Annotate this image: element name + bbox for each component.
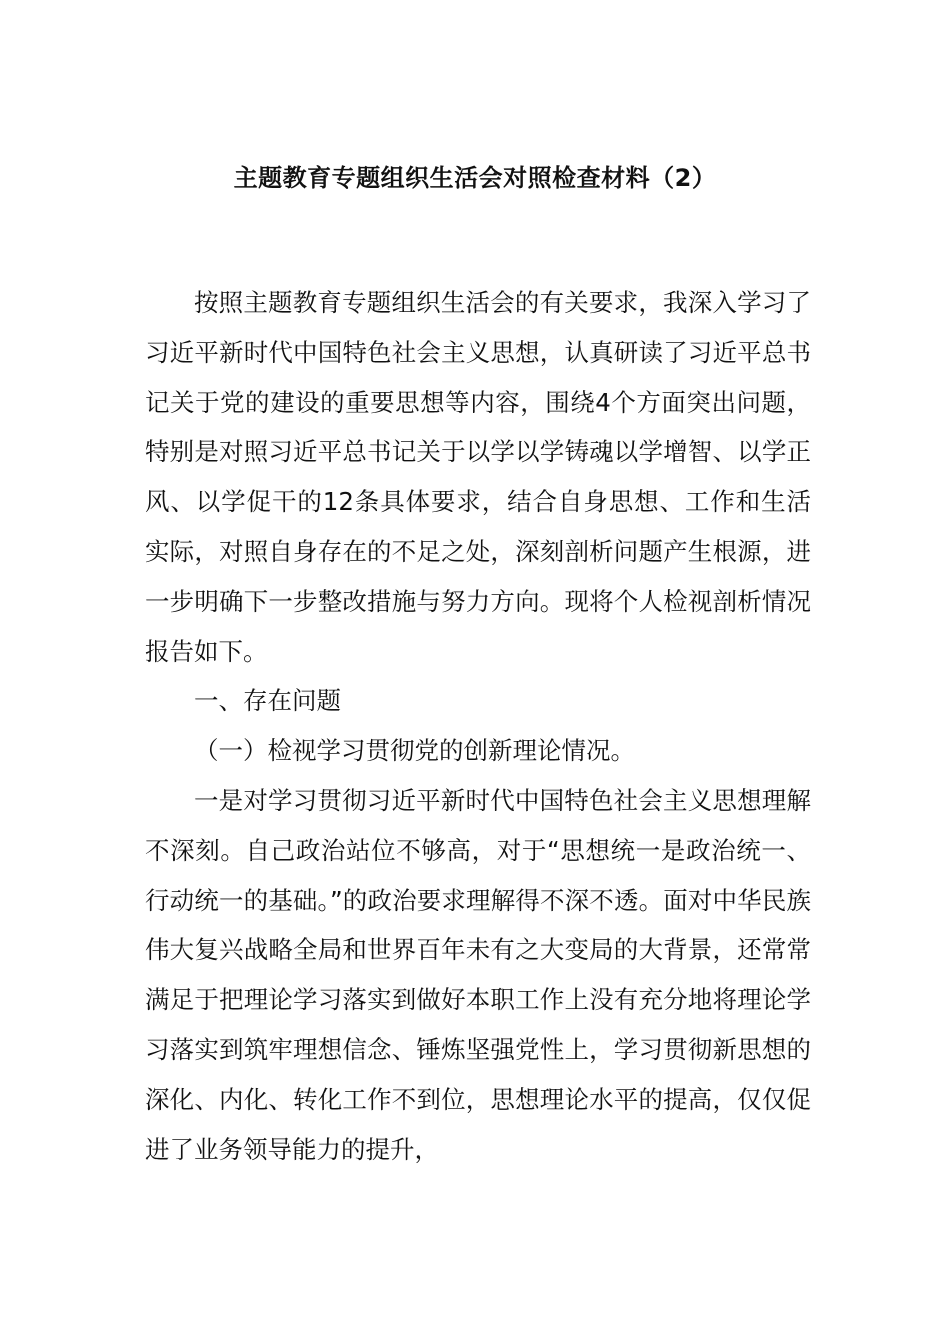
- section-heading-1: 一、存在问题: [194, 686, 341, 716]
- document-body: [145, 278, 811, 1174]
- subsection-heading-1: （一）检视学习贯彻党的创新理论情况。: [194, 736, 635, 766]
- paragraph-point-1: 一是对学习贯彻习近平新时代中国特色社会主义思想理解不深刻。自己政治站位不够高，对于“思想统一是政治统一、行动统一的基础。”的政治要求理解得不深不透。面对中华民族伟大复兴战略全局和世界百年未有之大变局的大背景，还常常满足于把理论学习落实到做好本职工作上没有充分地将理论学习落实到筑牢理想信念、锤炼坚强党性上，学习贯彻新思想的深化、内化、转化工作不到位，思想理论水平的提高，仅仅促进了业务领导能力的提升，: [145, 785, 811, 1164]
- paragraph-intro: 按照主题教育专题组织生活会的有关要求，我深入学习了习近平新时代中国特色社会主义思想，认真研读了习近平总书记关于党的建设的重要思想等内容，围绕4个方面突出问题，特别是对照习近平总书记关于以学以学铸魂以学增智、以学正风、以学促干的12条具体要求，结合自身思想、工作和生活实际，对照自身存在的不足之处，深刻剖析问题产生根源，进一步明确下一步整改措施与努力方向。现将个人检视剖析情况报告如下。: [145, 288, 811, 666]
- document-title: 主题教育专题组织生活会对照检查材料（2）: [233, 164, 717, 192]
